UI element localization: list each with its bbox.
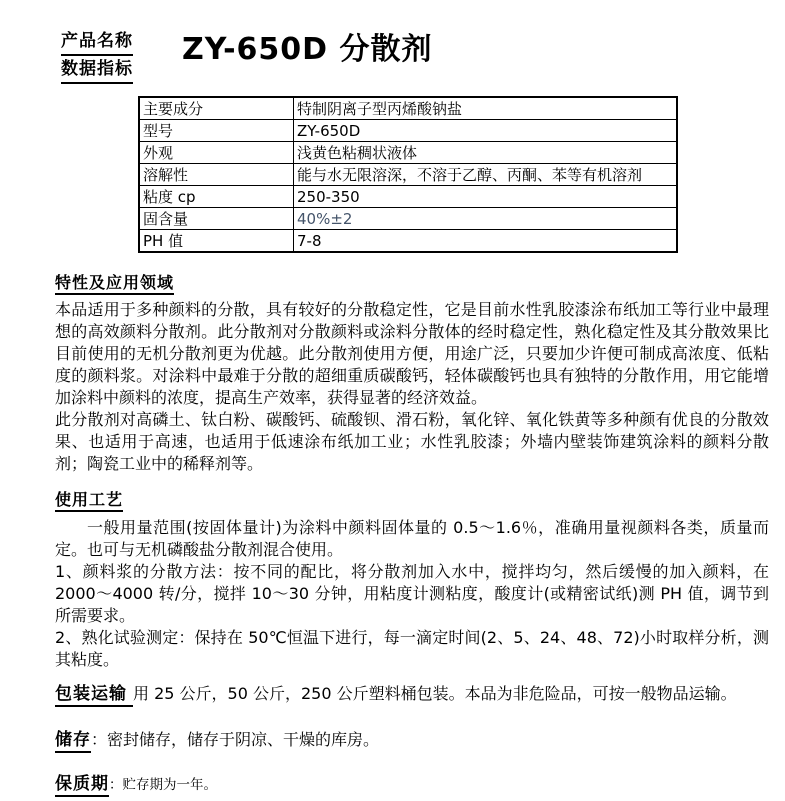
spec-value: 7-8 (294, 230, 678, 253)
spec-key: 外观 (139, 142, 294, 164)
features-paragraph-1: 本品适用于多种颜料的分散，具有较好的分散稳定性，它是目前水性乳胶漆涂布纸加工等行业中最理想的高效颜料分散剂。此分散剂对分散颜料或涂料分散体的经时稳定性，熟化稳定性及其分散效果比目前使用的无机分散剂更为优越。此分散剂使用方便，用途广泛，只要加少许便可制成高浓度、低粘度的颜料浆。对涂料中最难于分散的超细重质碳酸钙，轻体碳酸钙也具有独特的分散作用，用它能增加涂料中颜料的浓度，提高生产效率，获得显著的经济效益。 (55, 300, 769, 407)
table-row (139, 120, 677, 142)
page-title: ZY-650D 分散剂 (182, 32, 433, 67)
features-heading-text: 特性及应用领域 (55, 273, 174, 295)
data-index-label: 数据指标 (61, 56, 133, 84)
table-row (139, 97, 677, 120)
shelf-life-line (55, 772, 769, 797)
usage-step-1: 1、颜料浆的分散方法：按不同的配比，将分散剂加入水中，搅拌均匀，然后缓慢的加入颜料，在 2000～4000 转/分，搅拌 10～30 分钟，用粘度计测粘度，酸度计(或精密试纸)测 PH 值，调节到所需要求。 (55, 562, 769, 625)
storage-heading: 储存 (55, 730, 91, 753)
product-name-label: 产品名称 (61, 28, 133, 56)
spec-key: 溶解性 (139, 164, 294, 186)
table-row (139, 230, 677, 253)
features-paragraph-2: 此分散剂对高磷土、钛白粉、碳酸钙、硫酸钡、滑石粉，氧化锌、氧化铁黄等多种颜有优良的分散效果、也适用于高速，也适用于低速涂布纸加工业；水性乳胶漆；外墙内壁装饰建筑涂料的颜料分散剂；陶瓷工业中的稀释剂等。 (55, 410, 769, 473)
table-row (139, 142, 677, 164)
table-row (139, 164, 677, 186)
usage-intro-paragraph: 一般用量范围(按固体量计)为涂料中颜料固体量的 0.5～1.6％，准确用量视颜料各类，质量而定。也可与无机磷酸盐分散剂混合使用。 (55, 518, 769, 559)
shelf-life-text: ：贮存期为一年。 (109, 777, 217, 793)
spec-value: 能与水无限溶深，不溶于乙醇、丙酮、苯等有机溶剂 (294, 164, 678, 186)
spec-value: 250-350 (294, 186, 678, 208)
storage-line (55, 728, 769, 752)
packaging-text: 用 25 公斤，50 公斤，250 公斤塑料桶包装。本品为非危险品，可按一般物品运输。 (133, 684, 737, 703)
section-heading-features (55, 270, 769, 293)
storage-text: ：密封储存，储存于阴凉、干燥的库房。 (91, 730, 380, 749)
usage-step-2: 2、熟化试验测定：保持在 50℃恒温下进行，每一滴定时间(2、5、24、48、72)小时取样分析，测其粘度。 (55, 628, 769, 669)
packaging-line (55, 682, 769, 706)
spec-key: 型号 (139, 120, 294, 142)
document-header (55, 28, 769, 90)
spec-key: 粘度 cp (139, 186, 294, 208)
spec-value-solid-content: 40%±2 (294, 208, 678, 230)
spec-value: 特制阴离子型丙烯酸钠盐 (294, 97, 678, 120)
spec-key: 固含量 (139, 208, 294, 230)
shelf-life-heading: 保质期 (55, 774, 109, 797)
usage-heading-text: 使用工艺 (55, 490, 123, 512)
table-row (139, 208, 677, 230)
spec-value: 浅黄色粘稠状液体 (294, 142, 678, 164)
table-row (139, 186, 677, 208)
packaging-heading: 包装运输 (55, 684, 133, 707)
section-heading-usage (55, 487, 769, 510)
spec-key: 主要成分 (139, 97, 294, 120)
spec-table (138, 96, 678, 253)
spec-key: PH 值 (139, 230, 294, 253)
spec-value: ZY-650D (294, 120, 678, 142)
